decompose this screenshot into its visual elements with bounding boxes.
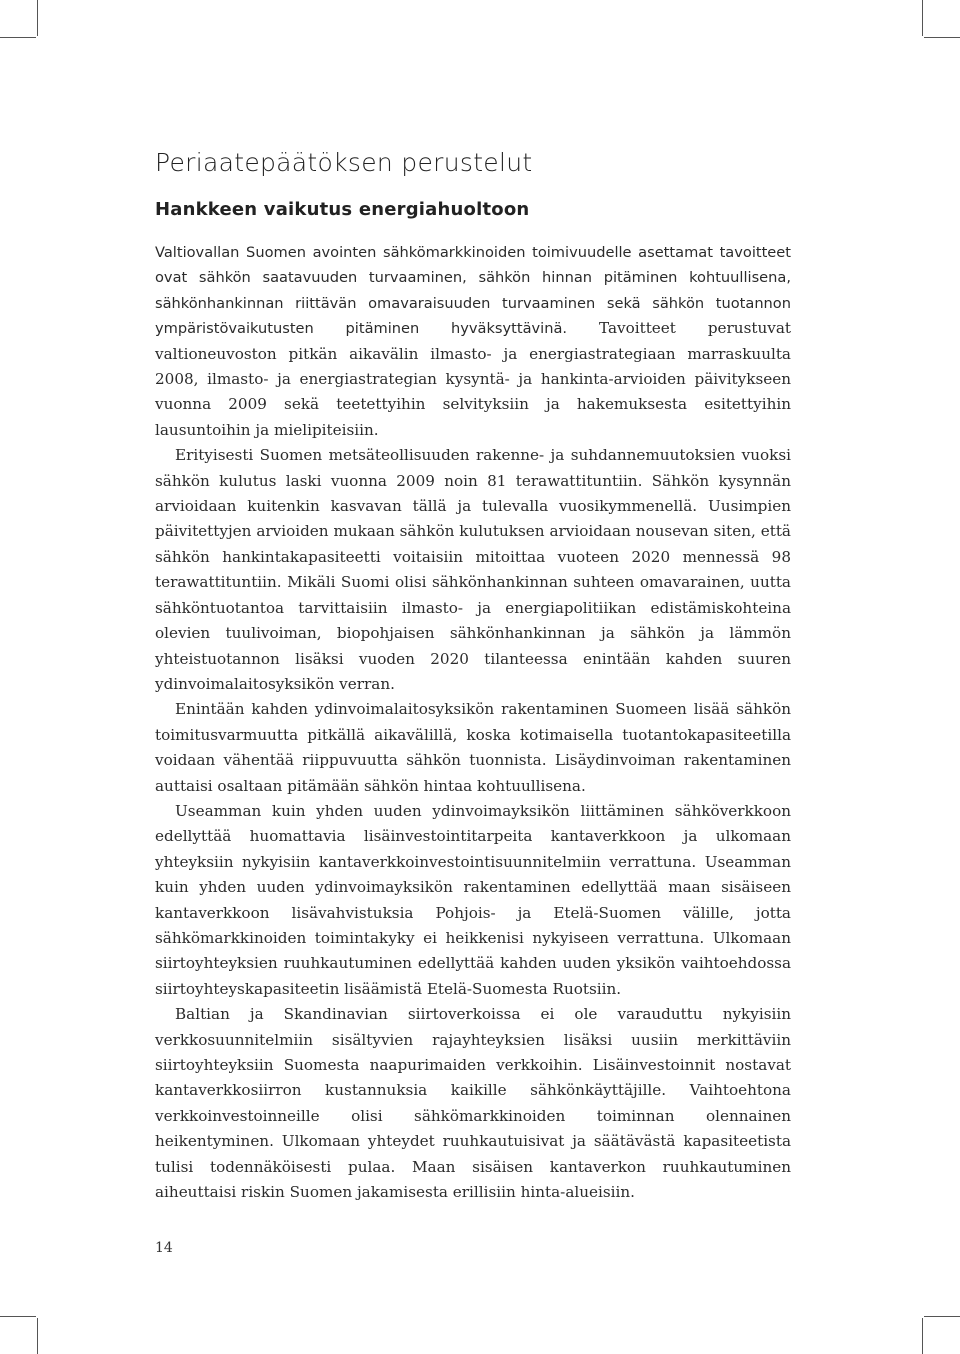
section-subtitle: Hankkeen vaikutus energiahuoltoon xyxy=(155,199,530,220)
paragraph-2: Erityisesti Suomen metsäteollisuuden rakenne- ja suhdannemuutoksien vuoksi sähkön kulutus laski vuonna 2009 noin 81 terawattituntiin. Sähkön kysynnän arvioidaan kuitenkin kasvavan tällä ja tulevalla vuosikymmenellä. Uusimpien päivitettyjen arvioiden mukaan sähkön kulutuksen arvioidaan nousevan siten, että sähkön hankintakapasiteetti voitaisiin mitoittaa vuoteen 2020 mennessä 98 terawattituntiin. Mikäli Suomi olisi sähkönhankinnan suhteen omavarainen, uutta sähköntuotantoa tarvittaisiin ilmasto- ja energiapolitiikan edistämiskohteina olevien tuulivoiman, biopohjaisen sähkönhankinnan ja sähkön ja lämmön yhteistuotannon lisäksi vuoden 2020 tilanteessa enintään kahden suuren ydinvoimalaitosyksikön verran. xyxy=(155,446,791,693)
crop-mark-bottom-left-vertical xyxy=(37,1318,38,1354)
paragraph-4: Useamman kuin yhden uuden ydinvoimayksikön liittäminen sähköverkkoon edellyttää huomattavia lisäinvestointitarpeita kantaverkkoon ja ulkomaan yhteyksiin nykyisiin kantaverkkoinvestointisuunnitelmiin verrattuna. Useamman kuin yhden uuden ydinvoimayksikön rakentaminen edellyttää maan sisäiseen kantaverkkoon lisävahvistuksia Pohjois- ja Etelä-Suomen välille, jotta sähkömarkkinoiden toimintakyky ei heikkenisi nykyiseen verrattuna. Ulkomaan siirtoyhteyksien ruuhkautuminen edellyttää kahden uuden yksikön vaihtoehdossa siirtoyhteyskapasiteetin lisäämistä Etelä-Suomesta Ruotsiin. xyxy=(155,801,791,998)
crop-mark-top-left-vertical xyxy=(37,0,38,36)
paragraph-1-lead: Valtiovallan Suomen avointen sähkömarkkinoiden toimivuudelle asettamat tavoitteet ovat sähkön saatavuuden turvaaminen, sähkön hinnan pitäminen kohtuullisena, sähkönhankinnan riittävän omavaraisuuden turvaaminen sekä sähkön tuotannon ympäristövaikutusten pitäminen hyväksyttävinä. xyxy=(155,244,791,338)
paragraph-5: Baltian ja Skandinavian siirtoverkoissa ei ole varauduttu nykyisiin verkkosuunnitelmiin sisältyvien rajayhteyksien lisäksi uusiin merkittäviin siirtoyhteyksiin Suomesta naapurimaiden verkkoihin. Lisäinvestoinnit nostavat kantaverkkosiirron kustannuksia kaikille sähkönkäyttäjille. Vaihtoehtona verkkoinvestoinneille olisi sähkömarkkinoiden toiminnan olennainen heikentyminen. Ulkomaan yhteydet ruuhkautuisivat ja säätävästä kapasiteetista tulisi todennäköisesti pulaa. Maan sisäisen kantaverkon ruuhkautuminen aiheuttaisi riskin Suomen jakamisesta erillisiin hinta-alueisiin. xyxy=(155,1005,791,1202)
paragraph-1-rest: Tavoitteet perustuvat valtioneuvoston pitkän aikavälin ilmasto- ja energiastrategiaan marraskuulta 2008, ilmasto- ja energiastrategian kysyntä- ja hankinta-arvioiden päivitykseen vuonna 2009 sekä teetettyihin selvityksiin ja hakemuksesta esitettyihin lausuntoihin ja mielipiteisiin. xyxy=(155,319,791,439)
paragraph-3: Enintään kahden ydinvoimalaitosyksikön rakentaminen Suomeen lisää sähkön toimitusvarmuutta pitkällä aikavälillä, koska kotimaisella tuotantokapasiteetilla voidaan vähentää riippuvuutta sähkön tuonnista. Lisäydinvoiman rakentaminen auttaisi osaltaan pitämään sähkön hintaa kohtuullisena. xyxy=(155,700,791,795)
crop-mark-bottom-right-vertical xyxy=(922,1318,923,1354)
page-title: Periaatepäätöksen perustelut xyxy=(155,148,533,177)
page-content xyxy=(155,148,791,1205)
crop-mark-bottom-right-horizontal xyxy=(924,1316,960,1317)
page-number: 14 xyxy=(155,1240,173,1256)
crop-mark-top-right-horizontal xyxy=(924,37,960,38)
paragraph-1 xyxy=(155,240,791,443)
crop-mark-top-left-horizontal xyxy=(0,37,36,38)
crop-mark-bottom-left-horizontal xyxy=(0,1316,36,1317)
crop-mark-top-right-vertical xyxy=(922,0,923,36)
